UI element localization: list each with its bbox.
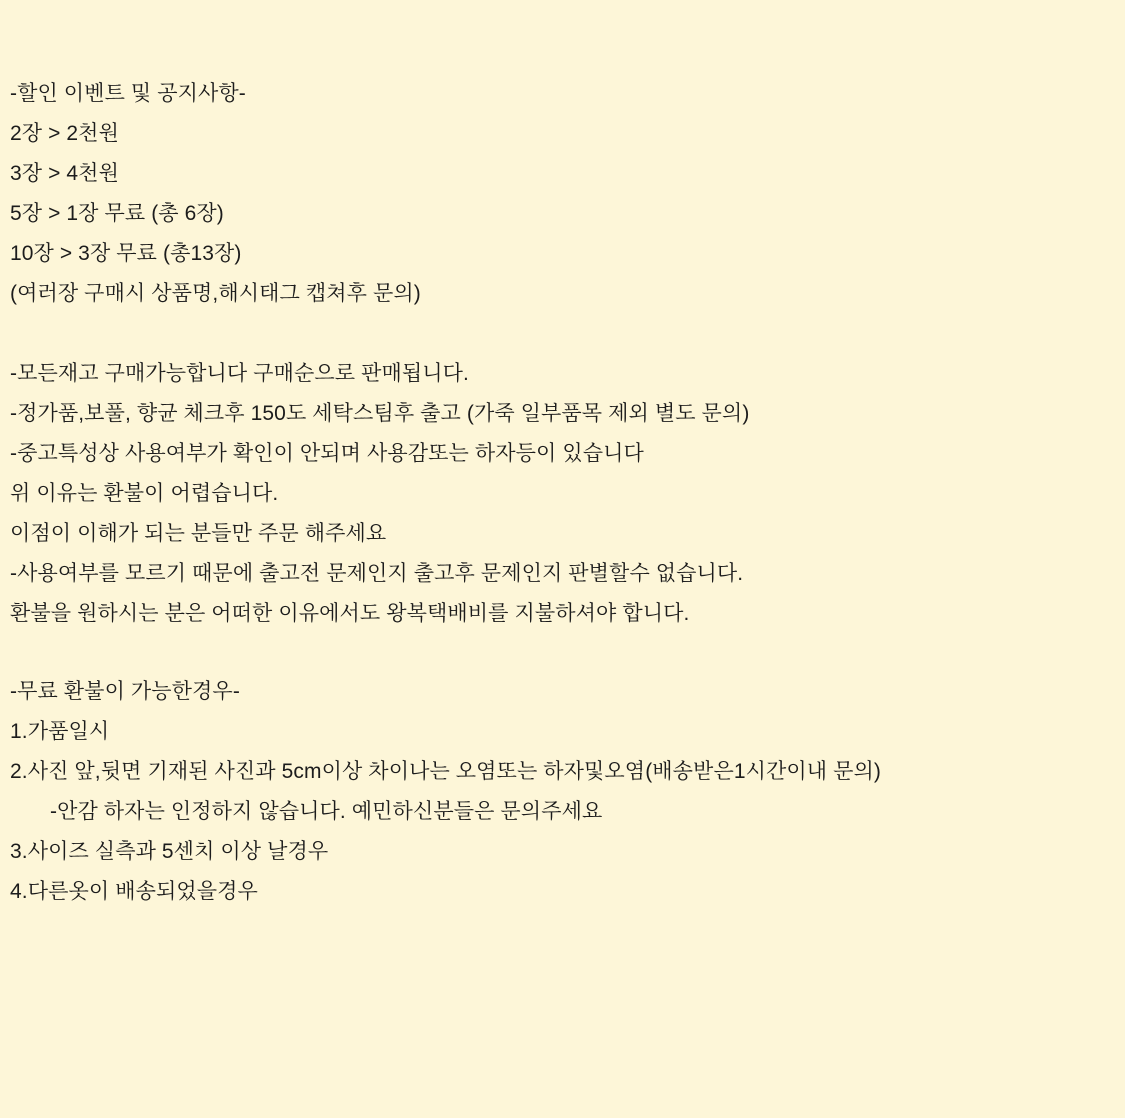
section-gap-2 [10,634,1125,672]
notice-line-5: 이점이 이해가 되는 분들만 주문 해주세요 [10,522,387,545]
notice-line-7: 환불을 원하시는 분은 어떠한 이유에서도 왕복택배비를 지불하셔야 합니다. [10,602,690,625]
event-line-1: 2장 > 2천원 [10,122,119,145]
notice-line-6: -사용여부를 모르기 때문에 출고전 문제인지 출고후 문제인지 판별할수 없습니다. [10,562,744,585]
event-section [10,74,1125,314]
event-line-2: 3장 > 4천원 [10,162,119,185]
refund-line-2-note: -안감 하자는 인정하지 않습니다. 예민하신분들은 문의주세요 [50,800,603,823]
refund-line-2: 2.사진 앞,뒷면 기재된 사진과 5cm이상 차이나는 오염또는 하자및오염(배송받은1시간이내 문의) [10,760,881,783]
notice-line-3: -중고특성상 사용여부가 확인이 안되며 사용감또는 하자등이 있습니다 [10,442,644,465]
section-gap-1 [10,314,1125,354]
refund-line-3: 3.사이즈 실측과 5센치 이상 날경우 [10,840,329,863]
notice-line-4: 위 이유는 환불이 어렵습니다. [10,482,279,505]
refund-line-4: 4.다른옷이 배송되었을경우 [10,880,258,903]
event-line-4: 10장 > 3장 무료 (총13장) [10,242,242,265]
event-line-5: (여러장 구매시 상품명,해시태그 캡쳐후 문의) [10,282,421,305]
refund-line-1: 1.가품일시 [10,720,110,743]
event-line-3: 5장 > 1장 무료 (총 6장) [10,202,224,225]
event-heading: -할인 이벤트 및 공지사항- [10,82,246,105]
notice-line-1: -모든재고 구매가능합니다 구매순으로 판매됩니다. [10,362,469,385]
notice-line-2: -정가품,보풀, 향균 체크후 150도 세탁스팀후 출고 (가죽 일부품목 제외 별도 문의) [10,402,750,425]
refund-section [10,672,1125,912]
notice-section [10,354,1125,634]
refund-heading: -무료 환불이 가능한경우- [10,680,240,703]
